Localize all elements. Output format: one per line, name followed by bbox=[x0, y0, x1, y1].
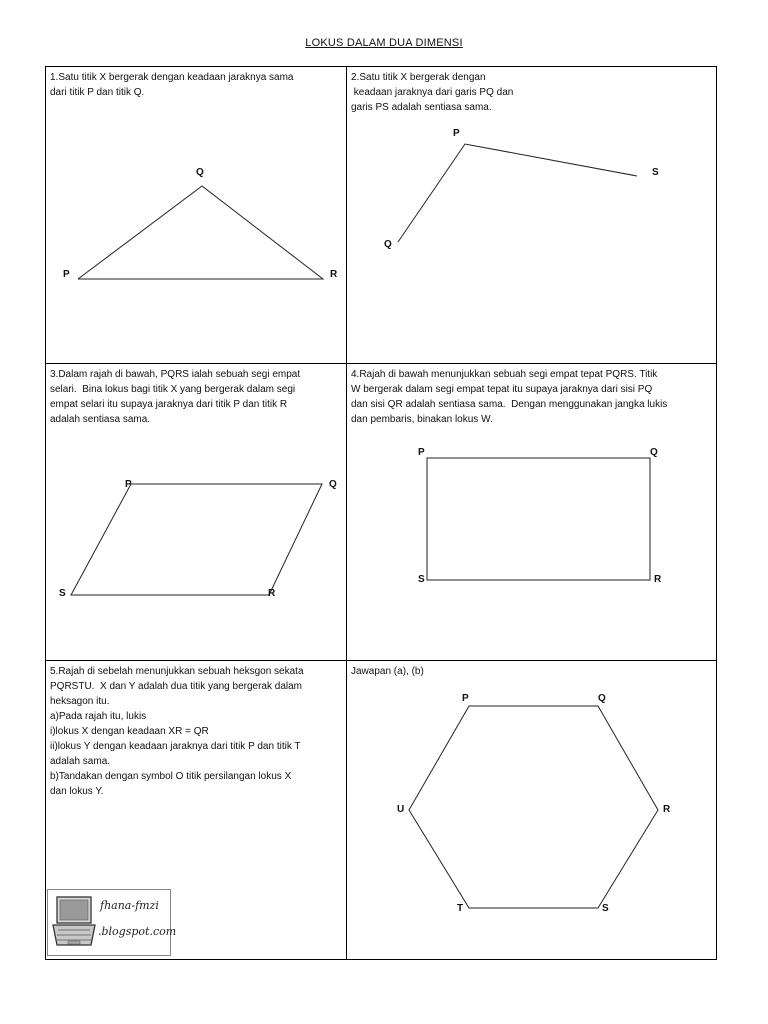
question-3-line: 3.Dalam rajah di bawah, PQRS ialah sebuah segi empat bbox=[50, 369, 301, 380]
page-title: LOKUS DALAM DUA DIMENSI bbox=[305, 37, 463, 49]
question-4-line: 4.Rajah di bawah menunjukkan sebuah segi empat tepat PQRS. Titik bbox=[351, 369, 658, 380]
rectangle-diagram bbox=[347, 364, 717, 661]
point-label-s: S bbox=[652, 167, 659, 178]
angle-diagram bbox=[347, 67, 717, 364]
laptop-icon bbox=[51, 895, 97, 951]
question-4-line: dan sisi QR adalah sentiasa sama. Dengan menggunakan jangka lukis bbox=[351, 399, 668, 410]
question-3-cell bbox=[46, 364, 347, 661]
question-4-line: W bergerak dalam segi empat tepat itu supaya jaraknya dari sisi PQ bbox=[351, 384, 653, 395]
question-3-line: empat selari itu supaya jaraknya dari titik P dan titik R bbox=[50, 399, 288, 410]
point-label-p: P bbox=[462, 693, 469, 704]
answer-label: Jawapan (a), (b) bbox=[351, 666, 424, 677]
question-grid bbox=[45, 66, 717, 960]
point-label-p: P bbox=[453, 128, 460, 139]
point-label-p: P bbox=[418, 447, 425, 458]
question-5-cell bbox=[46, 661, 347, 959]
question-5-line: ii)lokus Y dengan keadaan jaraknya dari titik P dan titik T bbox=[50, 741, 301, 752]
point-label-q: Q bbox=[598, 693, 606, 704]
question-5-line: heksagon itu. bbox=[50, 696, 110, 707]
question-5-line: 5.Rajah di sebelah menunjukkan sebuah heksgon sekata bbox=[50, 666, 304, 677]
point-label-p: P bbox=[63, 269, 70, 280]
question-5-text bbox=[50, 664, 344, 799]
point-label-p: P bbox=[125, 479, 132, 490]
point-label-t: T bbox=[457, 903, 464, 914]
question-1-line: dari titik P dan titik Q. bbox=[50, 87, 145, 98]
point-label-s: S bbox=[418, 574, 425, 585]
blog-logo bbox=[47, 889, 177, 956]
question-5-line: b)Tandakan dengan symbol O titik persilangan lokus X bbox=[50, 771, 292, 782]
question-4-cell bbox=[347, 364, 717, 661]
parallelogram-diagram bbox=[46, 364, 347, 661]
point-label-r: R bbox=[330, 269, 338, 280]
logo-text-line1: fhana-fmzi bbox=[100, 899, 159, 912]
point-label-q: Q bbox=[196, 167, 204, 178]
point-label-r: R bbox=[663, 804, 671, 815]
point-label-q: Q bbox=[329, 479, 337, 490]
question-5-line: a)Pada rajah itu, lukis bbox=[50, 711, 147, 722]
question-4-line: dan pembaris, binakan lokus W. bbox=[351, 414, 493, 425]
question-1-line: 1.Satu titik X bergerak dengan keadaan jaraknya sama bbox=[50, 72, 294, 83]
question-5-line: i)lokus X dengan keadaan XR = QR bbox=[50, 726, 209, 737]
question-5-line: dan lokus Y. bbox=[50, 786, 104, 797]
question-2-line: 2.Satu titik X bergerak dengan bbox=[351, 72, 486, 83]
logo-text-line2: .blogspot.com bbox=[98, 925, 177, 938]
point-label-q: Q bbox=[384, 239, 392, 250]
point-label-q: Q bbox=[650, 447, 658, 458]
question-5-line: PQRSTU. X dan Y adalah dua titik yang bergerak dalam bbox=[50, 681, 302, 692]
point-label-r: R bbox=[654, 574, 662, 585]
hexagon-diagram bbox=[347, 661, 717, 959]
question-2-cell bbox=[347, 67, 717, 364]
answer-cell bbox=[347, 661, 717, 959]
point-label-r: R bbox=[268, 588, 276, 599]
question-2-line: keadaan jaraknya dari garis PQ dan bbox=[351, 87, 514, 98]
point-label-u: U bbox=[397, 804, 405, 815]
question-5-line: adalah sama. bbox=[50, 756, 111, 767]
point-label-s: S bbox=[59, 588, 66, 599]
question-3-line: adalah sentiasa sama. bbox=[50, 414, 151, 425]
triangle-diagram bbox=[46, 67, 347, 364]
question-2-line: garis PS adalah sentiasa sama. bbox=[351, 102, 492, 113]
point-label-s: S bbox=[602, 903, 609, 914]
question-3-line: selari. Bina lokus bagi titik X yang bergerak dalam segi bbox=[50, 384, 296, 395]
question-1-cell bbox=[46, 67, 347, 364]
